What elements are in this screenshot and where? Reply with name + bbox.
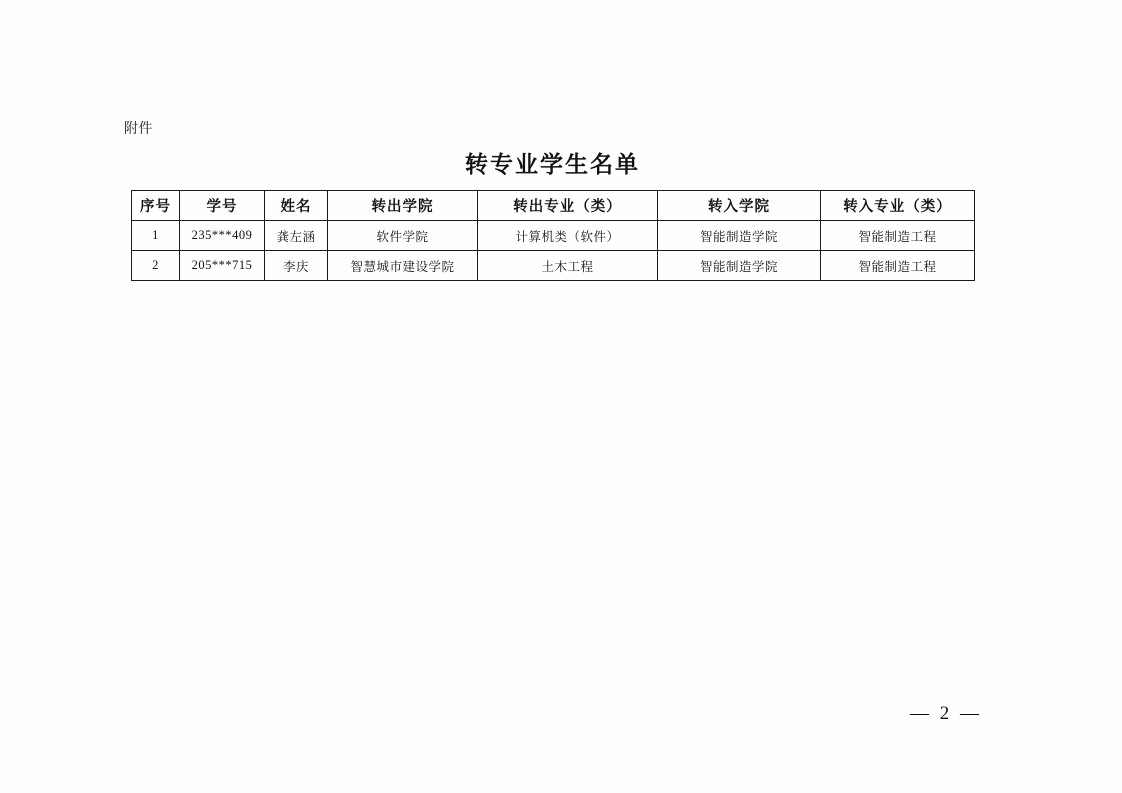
- cell-index: 1: [132, 221, 180, 251]
- attachment-label: 附件: [124, 120, 153, 136]
- column-header-to-college: 转入学院: [658, 191, 821, 221]
- page-title: 转专业学生名单: [465, 152, 640, 177]
- cell-from-college: 智慧城市建设学院: [328, 251, 478, 281]
- cell-student-id: 235***409: [180, 221, 265, 251]
- column-header-from-major: 转出专业（类）: [478, 191, 658, 221]
- cell-from-major: 计算机类（软件）: [478, 221, 658, 251]
- cell-name: 龚左涵: [265, 221, 328, 251]
- cell-from-college: 软件学院: [328, 221, 478, 251]
- cell-name: 李庆: [265, 251, 328, 281]
- cell-to-college: 智能制造学院: [658, 221, 821, 251]
- cell-student-id: 205***715: [180, 251, 265, 281]
- student-table-container: [131, 190, 974, 281]
- column-header-to-major: 转入专业（类）: [821, 191, 975, 221]
- column-header-student-id: 学号: [180, 191, 265, 221]
- cell-to-college: 智能制造学院: [658, 251, 821, 281]
- page-footer: [0, 703, 1122, 725]
- table-header-row: [132, 191, 975, 221]
- column-header-from-college: 转出学院: [328, 191, 478, 221]
- table-row: [132, 221, 975, 251]
- table-row: [132, 251, 975, 281]
- page-number: — 2 —: [910, 703, 982, 724]
- column-header-name: 姓名: [265, 191, 328, 221]
- cell-to-major: 智能制造工程: [821, 221, 975, 251]
- cell-to-major: 智能制造工程: [821, 251, 975, 281]
- cell-index: 2: [132, 251, 180, 281]
- cell-from-major: 土木工程: [478, 251, 658, 281]
- student-transfer-table: [131, 190, 975, 281]
- column-header-index: 序号: [132, 191, 180, 221]
